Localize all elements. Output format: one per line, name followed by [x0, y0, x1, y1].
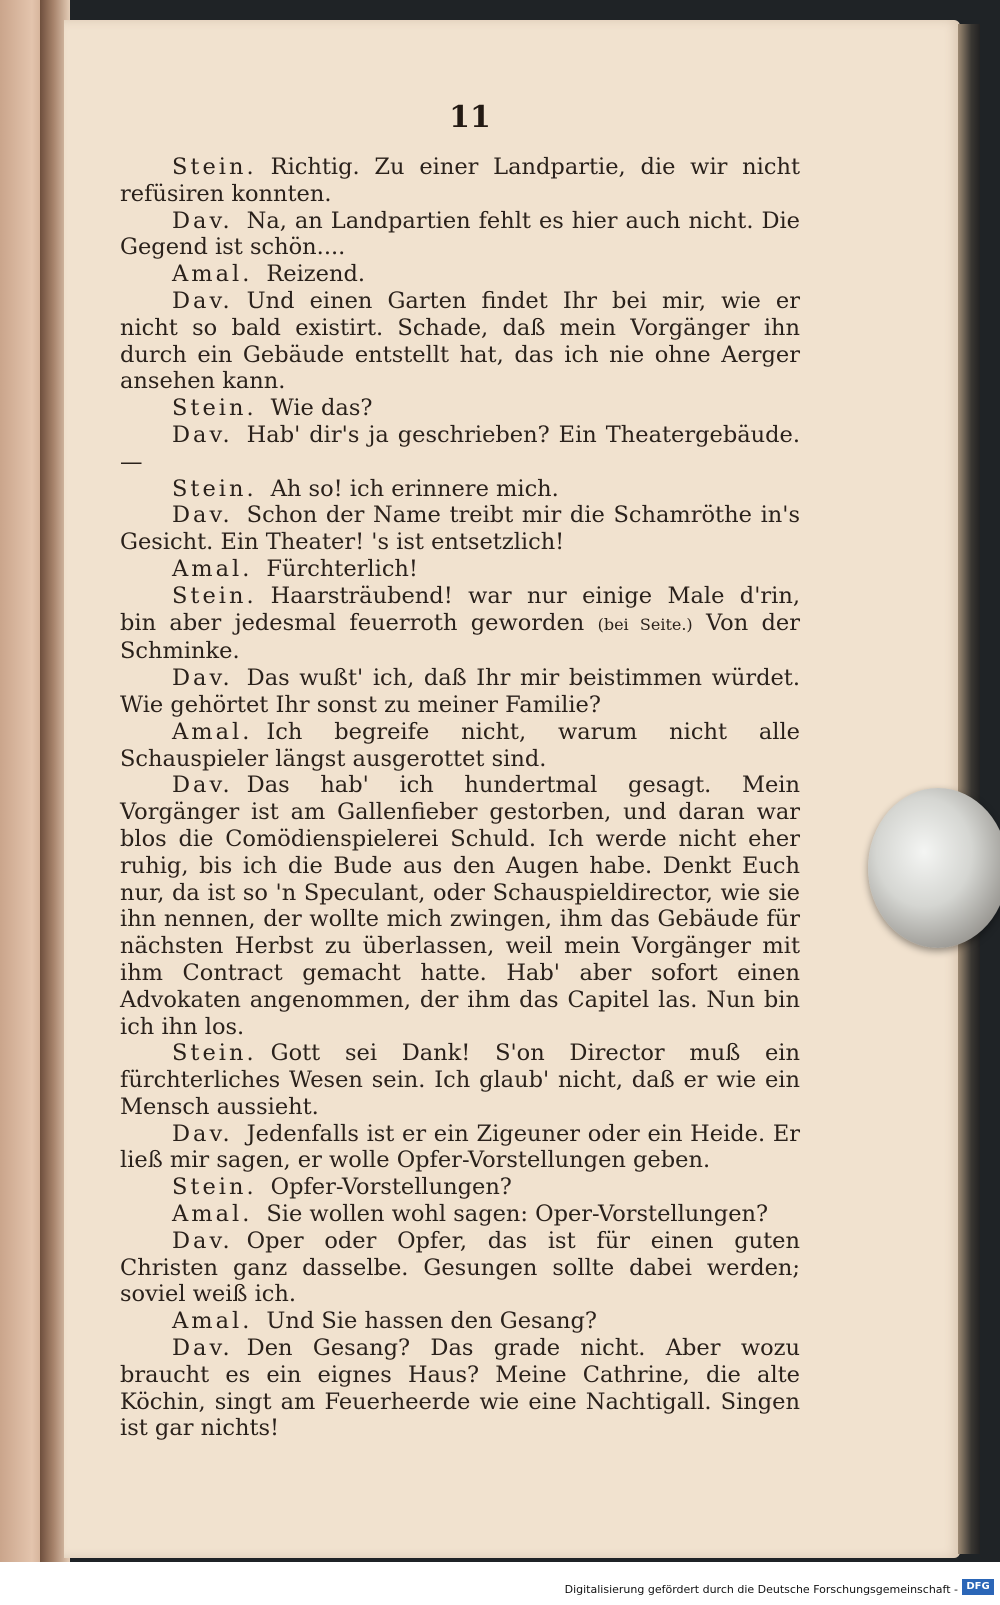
line-text: Das wußt' ich, daß Ihr mir beistimmen würdet. Wie gehörtet Ihr sonst zu meiner Familie? — [120, 665, 800, 718]
dialogue-line — [120, 1335, 800, 1442]
speaker-name: Stein. — [172, 395, 257, 422]
line-text: Na, an Landpartien fehlt es hier auch nicht. Die Gegend ist schön.... — [120, 207, 800, 261]
speaker-name: Dav. — [172, 665, 233, 692]
speaker-name: Dav. — [172, 207, 233, 234]
speaker-name: Stein. — [172, 475, 257, 502]
page-number: 11 — [449, 100, 491, 135]
speaker-name: Dav. — [172, 287, 233, 314]
speaker-name: Dav. — [172, 1120, 233, 1147]
stage-direction: (bei Seite.) — [597, 614, 693, 634]
line-text: Das hab' ich hundertmal gesagt. Mein Vorgänger ist am Gallenfieber gestorben, und daran war blos die Comödienspielerei Schuld. Ich werde nicht eher ruhig, bis ich die Bude aus den Augen habe. Denkt Euch nur, da ist so 'n Speculant, oder Schauspieldirector, wie sie ihn nennen, der wollte mich zwingen, ihm das Gebäude für nächsten Herbst zu überlassen, weil mein Vorgänger mit ihm Contract gemacht hatte. Hab' aber sofort einen Advokaten angenommen, der ihm das Capitel las. Nun bin ich ihn los. — [120, 772, 800, 1040]
dialogue-line — [120, 719, 800, 773]
line-text: Gott sei Dank! S'on Director muß ein fürchterliches Wesen sein. Ich glaub' nicht, daß er wie ein Mensch aussieht. — [120, 1040, 800, 1120]
dialogue-line — [120, 261, 800, 288]
line-text: Jedenfalls ist er ein Zigeuner oder ein Heide. Er ließ mir sagen, er wolle Opfer-Vorstellungen geben. — [120, 1120, 800, 1174]
speaker-name: Amal. — [172, 261, 253, 288]
speaker-name: Amal. — [172, 1308, 253, 1335]
line-text: Oper oder Opfer, das ist für einen guten Christen ganz dasselbe. Gesungen sollte dabei werden; soviel weiß ich. — [120, 1227, 800, 1308]
line-text: Und Sie hassen den Gesang? — [266, 1308, 597, 1335]
speaker-name: Amal. — [172, 718, 253, 745]
dialogue-line — [120, 1121, 800, 1175]
line-text: Haarsträubend! war nur einige Male d'rin, bin aber jedesmal feuerroth geworden — [120, 582, 800, 636]
speaker-name: Dav. — [172, 772, 233, 799]
line-text-continued: Von der Schminke. — [120, 609, 800, 665]
speaker-name: Stein. — [172, 1174, 257, 1201]
dialogue-line — [120, 154, 800, 208]
line-text: Ich begreife nicht, warum nicht alle Schauspieler längst ausgerottet sind. — [120, 718, 800, 772]
line-text: Reizend. — [266, 261, 366, 288]
dialogue-line — [120, 502, 800, 556]
dialogue-line — [120, 583, 800, 665]
line-text: Schon der Name treibt mir die Schamröthe in's Gesicht. Ein Theater! 's ist entsetzlich! — [120, 502, 800, 556]
dialogue-line — [120, 772, 800, 1040]
dialogue-line — [120, 1201, 800, 1228]
speaker-name: Amal. — [172, 555, 253, 582]
speaker-name: Amal. — [172, 1201, 253, 1228]
dialogue-line — [120, 288, 800, 395]
line-text: Den Gesang? Das grade nicht. Aber wozu braucht es ein eignes Haus? Meine Cathrine, die alte Köchin, singt am Feuerheerde wie eine Nachtigall. Singen ist gar nichts! — [120, 1335, 800, 1442]
dfg-logo: DFG — [962, 1579, 994, 1595]
line-text: Und einen Garten findet Ihr bei mir, wie er nicht so bald existirt. Schade, daß mein Vorgänger ihn durch ein Gebäude entstellt hat, das ich nie ohne Aerger ansehen kann. — [120, 287, 800, 395]
line-text: Hab' dir's ja geschrieben? Ein Theatergebäude. — — [120, 421, 800, 475]
dialogue-line — [120, 422, 800, 476]
line-text: Richtig. Zu einer Landpartie, die wir nicht refüsiren konnten. — [120, 154, 800, 207]
dialogue-line — [120, 1228, 800, 1308]
dialogue-line — [120, 665, 800, 719]
dialogue-line — [120, 1174, 800, 1201]
page-edge-shadow — [958, 24, 980, 1554]
line-text: Fürchterlich! — [266, 555, 418, 582]
dialogue-line — [120, 208, 800, 262]
speaker-name: Dav. — [172, 1335, 233, 1362]
dialogue-line — [120, 556, 800, 583]
speaker-name: Dav. — [172, 421, 233, 448]
dialogue-line — [120, 1040, 800, 1120]
digitization-credit: Digitalisierung gefördert durch die Deutsche Forschungsgemeinschaft - — [564, 1583, 958, 1596]
speaker-name: Stein. — [172, 154, 257, 180]
line-text: Wie das? — [270, 395, 373, 422]
speaker-name: Stein. — [172, 1040, 257, 1067]
speaker-name: Dav. — [172, 1227, 233, 1254]
line-text: Opfer-Vorstellungen? — [270, 1174, 512, 1201]
page-weight-glass — [868, 788, 1000, 948]
dialogue-line — [120, 1308, 800, 1335]
line-text: Sie wollen wohl sagen: Oper-Vorstellungen? — [266, 1201, 769, 1228]
dialogue-text — [120, 154, 800, 1442]
speaker-name: Stein. — [172, 582, 257, 609]
line-text: Ah so! ich erinnere mich. — [270, 475, 559, 502]
dialogue-line — [120, 476, 800, 503]
speaker-name: Dav. — [172, 502, 233, 529]
dialogue-line — [120, 395, 800, 422]
